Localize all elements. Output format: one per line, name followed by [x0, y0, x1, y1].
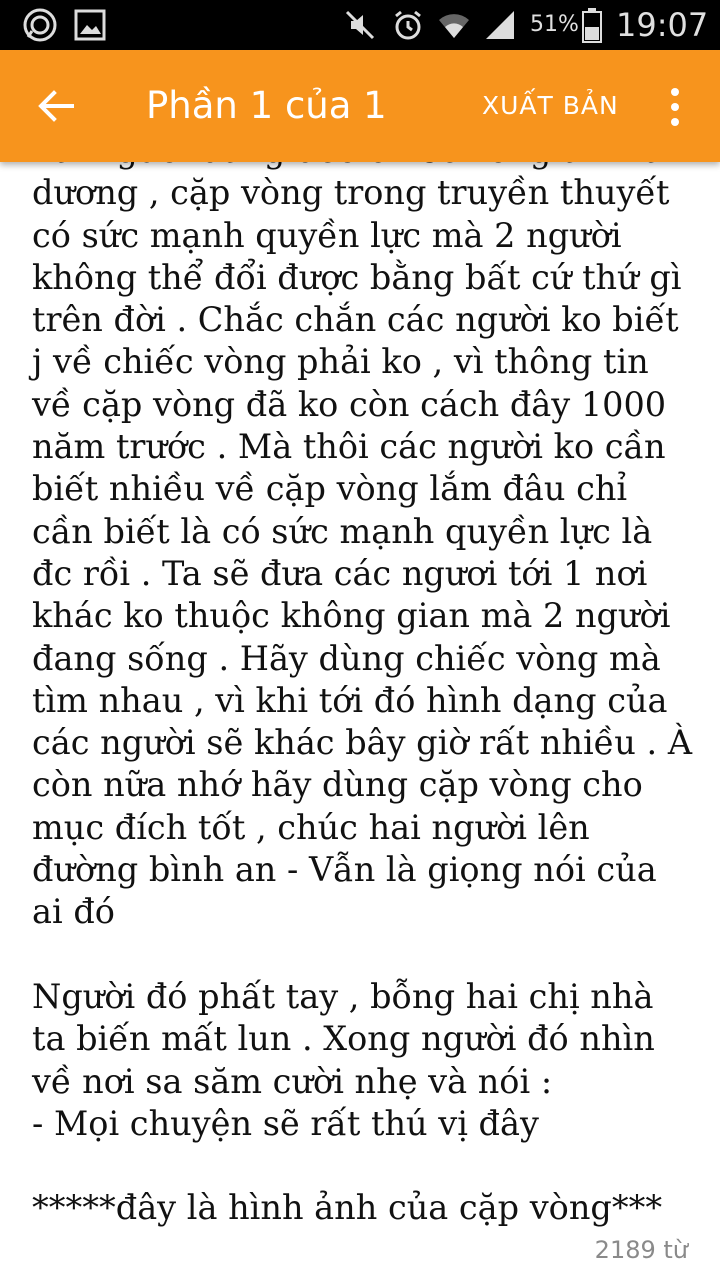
battery-icon: [578, 0, 606, 50]
whatsapp-icon: [20, 0, 60, 50]
toolbar: [0, 50, 720, 162]
story-text[interactable]: dương , cặp vòng trong truyền thuyết có sức mạnh quyền lực mà 2 người không thể đổi được bằng bất cứ thứ gì trên đời . Chắc chắn các người ko biết j về chiếc vòng phải ko , vì thông tin về cặp vòng đã ko còn cách đây 1000 năm trước . Mà thôi các người ko cần biết nhiều về cặp vòng lắm đâu chỉ cần biết là có sức mạnh quyền lực là đc rồi . Ta sẽ đưa các ngươi tới 1 nơi khác ko thuộc không gian mà 2 người đang sống . Hãy dùng chiếc vòng mà tìm nhau , vì khi tới đó hình dạng của các người sẽ khác bây giờ rất nhiều . À còn nữa nhớ hãy dùng cặp vòng cho mục đích tốt , chúc hai người lên đường bình an - Vẫn là giọng nói của ai đó Người đó phất tay , bỗng hai chị nhà ta biến mất lun . Xong người đó nhìn về nơi sa săm cười nhẹ và nói : - Mọi chuyện sẽ rất thú vị đây *****đây là hình ảnh của cặp vòng***: [32, 173, 693, 1228]
clock: 19:07: [616, 6, 709, 44]
wifi-icon: [434, 0, 474, 50]
signal-icon: [480, 0, 520, 50]
gallery-notification-icon: [70, 0, 110, 50]
overflow-menu-icon[interactable]: [660, 80, 690, 134]
status-bar: [0, 0, 720, 50]
editor-area[interactable]: [0, 130, 720, 1240]
battery-percent: 51%: [530, 12, 579, 37]
mute-icon: [340, 0, 380, 50]
page-title: Phần 1 của 1: [146, 84, 387, 127]
back-arrow-icon[interactable]: [36, 86, 76, 126]
publish-button[interactable]: XUẤT BẢN: [482, 91, 619, 120]
alarm-icon: [388, 0, 428, 50]
word-count: 2189 từ: [594, 1236, 688, 1264]
